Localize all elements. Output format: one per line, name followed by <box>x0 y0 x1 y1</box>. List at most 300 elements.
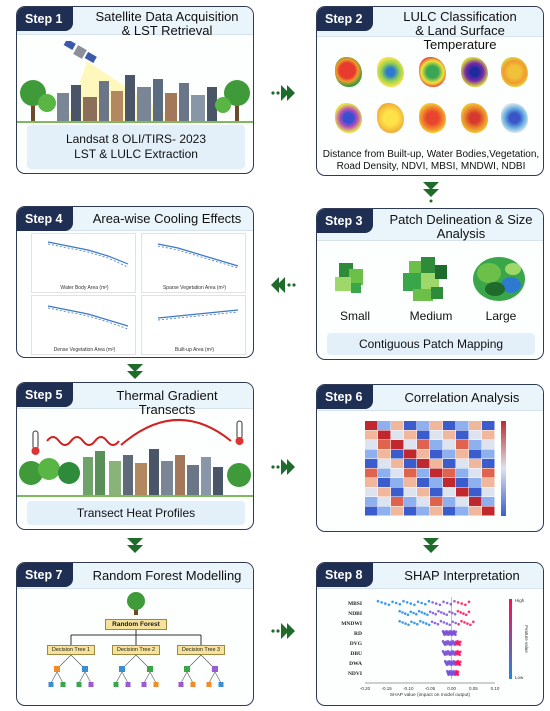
map-thumbnail <box>501 103 528 133</box>
step2-title: LULC Classification & Land Surface Temperature <box>403 9 517 52</box>
patch-illustrations <box>317 255 544 307</box>
heatmap-cell <box>417 507 430 516</box>
correlation-heatmap <box>331 413 531 529</box>
tree-leaf <box>219 682 224 687</box>
heatmap-colorbar <box>501 421 506 516</box>
shap-point <box>457 610 460 613</box>
heatmap-cell <box>378 478 391 487</box>
tree-right-icon <box>215 80 250 123</box>
heatmap-cell <box>456 450 469 459</box>
heatmap-cell <box>378 450 391 459</box>
heatmap-cell <box>391 450 404 459</box>
cooling-chart-dense-vegetation: Dense Vegetation Area (m²) <box>31 295 136 355</box>
heatmap-cell <box>391 507 404 516</box>
shap-point <box>418 610 421 613</box>
shap-point <box>457 601 460 604</box>
heatmap-cell <box>456 459 469 468</box>
heatmap-cell <box>378 469 391 478</box>
heatmap-cell <box>430 507 443 516</box>
heatmap-cell <box>404 488 417 497</box>
tree-leaf <box>114 682 119 687</box>
shap-colorbar-high-label: High <box>515 598 525 603</box>
heatmap-cell <box>404 421 417 430</box>
heatmap-cell <box>365 431 378 440</box>
step3-badge: Step 3 <box>317 209 373 233</box>
shap-point <box>428 624 431 627</box>
heatmap-cell <box>456 478 469 487</box>
heatmap-cell <box>443 421 456 430</box>
step8-panel <box>316 562 544 706</box>
heatmap-cell <box>443 507 456 516</box>
cooling-chart-built-up: Built-up Area (m²) <box>141 295 246 355</box>
step8-title: SHAP Interpretation <box>404 568 520 583</box>
heatmap-cell <box>443 497 456 506</box>
cooling-chart-water: Water Body Area (m²) <box>31 233 136 293</box>
shap-point <box>460 602 463 605</box>
shap-point <box>468 601 471 604</box>
shap-point <box>399 603 402 606</box>
heatmap-cell <box>365 459 378 468</box>
shap-point <box>434 613 437 616</box>
patch-label-medium: Medium <box>409 309 453 323</box>
heatmap-cell <box>469 469 482 478</box>
shap-point <box>412 612 415 615</box>
shap-colorbar <box>509 599 512 679</box>
heatmap-cell <box>456 507 469 516</box>
heatmap-cell <box>469 478 482 487</box>
shap-summary-plot <box>323 591 533 703</box>
heatmap-cell <box>404 440 417 449</box>
heatmap-cell <box>430 459 443 468</box>
shap-point <box>469 624 472 627</box>
patch-label-small: Small <box>339 309 370 323</box>
heatmap-cell <box>443 440 456 449</box>
heatmap-cell <box>391 440 404 449</box>
shap-point <box>423 612 426 615</box>
shap-point <box>435 602 438 605</box>
step7-title: Random Forest Modelling <box>92 568 242 583</box>
heatmap-cell <box>417 440 430 449</box>
shap-point <box>458 654 461 657</box>
shap-point <box>443 621 446 624</box>
heatmap-cell <box>365 497 378 506</box>
heatmap-cell <box>469 450 482 459</box>
shap-point <box>451 621 454 624</box>
shap-point <box>455 631 458 634</box>
transect-illustration <box>17 411 254 497</box>
shap-point <box>446 602 449 605</box>
shap-point <box>440 611 443 614</box>
arrow-step6-to-step8 <box>422 536 440 558</box>
shap-x-axis-label: SHAP value (impact on model output) <box>389 693 471 698</box>
shap-point <box>420 602 423 605</box>
shap-point <box>410 621 413 624</box>
shap-feature-label: NDVI <box>347 671 362 677</box>
heatmap-cell <box>365 507 378 516</box>
tree-node <box>119 666 125 672</box>
heatmap-cell <box>430 421 443 430</box>
step8-badge: Step 8 <box>317 563 373 587</box>
shap-tick-label: -0.05 <box>424 686 436 691</box>
shap-point <box>398 620 401 623</box>
step4-panel <box>16 206 254 358</box>
tree-node <box>184 666 190 672</box>
step1-panel <box>16 6 254 174</box>
step7-badge: Step 7 <box>17 563 73 587</box>
heatmap-cell <box>404 469 417 478</box>
arrow-step2-to-step3 <box>422 180 440 204</box>
heatmap-cell <box>417 469 430 478</box>
shap-point <box>401 611 404 614</box>
shap-point <box>404 612 407 615</box>
shap-colorbar-title: Feature value <box>524 625 529 653</box>
shap-point <box>391 601 394 604</box>
shap-point <box>398 610 401 613</box>
heatmap-cell <box>482 478 495 487</box>
heatmap-cell <box>482 497 495 506</box>
heatmap-cell <box>391 431 404 440</box>
heatmap-cell <box>417 421 430 430</box>
heatmap-cell <box>456 431 469 440</box>
heatmap-cell <box>378 421 391 430</box>
step4-badge: Step 4 <box>17 207 73 231</box>
shap-point <box>466 622 469 625</box>
step1-badge: Step 1 <box>17 7 73 31</box>
shap-point <box>465 614 468 617</box>
heatmap-cell <box>404 450 417 459</box>
shap-point <box>377 600 380 603</box>
heatmap-cell <box>469 431 482 440</box>
shap-point <box>425 622 428 625</box>
shap-point <box>429 611 432 614</box>
heatmap-cell <box>482 488 495 497</box>
heatmap-cell <box>378 431 391 440</box>
heatmap-cell <box>482 431 495 440</box>
heatmap-cell <box>391 497 404 506</box>
shap-point <box>388 604 391 607</box>
shap-tick-label: 0.10 <box>490 686 500 691</box>
shap-point <box>422 621 425 624</box>
heatmap-cell <box>456 497 469 506</box>
shap-point <box>424 603 427 606</box>
shap-point <box>413 622 416 625</box>
heatmap-cell <box>365 488 378 497</box>
shap-point <box>462 612 465 615</box>
shap-point <box>426 614 429 617</box>
step6-title: Correlation Analysis <box>404 390 520 405</box>
shap-point <box>440 620 443 623</box>
heatmap-cell <box>469 488 482 497</box>
shap-point <box>409 602 412 605</box>
step5-title: Thermal Gradient Transects <box>116 388 218 417</box>
heatmap-cell <box>417 431 430 440</box>
tree-leaf <box>49 682 54 687</box>
thermometer-hot-icon <box>236 421 244 445</box>
step2-description: Distance from Built-up, Water Bodies,Vegetation, Road Density, NDVI, MBSI, MNDWI, NDBI <box>322 149 540 172</box>
shap-point <box>401 621 404 624</box>
tree-leaf <box>126 682 131 687</box>
heatmap-cell <box>430 488 443 497</box>
shap-point <box>454 613 457 616</box>
step5-badge: Step 5 <box>17 383 73 407</box>
tree-leaf <box>77 682 82 687</box>
heatmap-cell <box>456 469 469 478</box>
shap-point <box>451 612 454 615</box>
heatmap-cell <box>417 478 430 487</box>
map-thumbnail <box>501 57 528 87</box>
shap-point <box>457 623 460 626</box>
shap-feature-label: MBSI <box>347 601 362 607</box>
step6-panel <box>316 384 544 532</box>
heatmap-cell <box>430 497 443 506</box>
tree-leaf <box>89 682 94 687</box>
shap-feature-label: MNDWI <box>341 621 362 627</box>
step4-title: Area-wise Cooling Effects <box>92 211 242 226</box>
shap-point <box>446 614 449 617</box>
step3-mapping-box: Contiguous Patch Mapping <box>327 333 535 355</box>
heatmap-cell <box>378 459 391 468</box>
arrow-step1-to-step2 <box>270 84 298 102</box>
map-thumbnail <box>377 57 404 87</box>
heatmap-cell <box>456 421 469 430</box>
step7-panel <box>16 562 254 706</box>
heatmap-cell <box>378 497 391 506</box>
heatmap-cell <box>417 450 430 459</box>
patch-label-large: Large <box>485 309 517 323</box>
shap-point <box>459 661 462 664</box>
shap-tick-label: 0.00 <box>447 686 457 691</box>
heatmap-cell <box>443 478 456 487</box>
tree-leaf <box>207 682 212 687</box>
heatmap-cell <box>365 440 378 449</box>
shap-tick-label: -0.10 <box>403 686 414 691</box>
tree-nodes <box>49 655 224 687</box>
shap-point <box>402 600 405 603</box>
shap-point <box>416 623 419 626</box>
map-thumbnail <box>377 103 404 133</box>
heatmap-cell <box>456 488 469 497</box>
heatmap-cell <box>404 507 417 516</box>
heatmap-cell <box>430 440 443 449</box>
heatmap-cell <box>443 459 456 468</box>
tree-left-icon <box>20 80 56 123</box>
decision-tree-label-1: Decision Tree 1 <box>47 645 95 655</box>
shap-tick-label: -0.20 <box>359 686 371 691</box>
arrow-step3-to-step4 <box>268 276 296 294</box>
heatmap-cell <box>365 421 378 430</box>
heatmap-cell <box>365 469 378 478</box>
shap-feature-label: DBU <box>350 651 362 657</box>
heatmap-cell <box>482 459 495 468</box>
heatmap-cell <box>404 459 417 468</box>
arrow-step5-to-step7 <box>126 536 144 558</box>
shap-point <box>450 603 453 606</box>
shap-point <box>442 601 445 604</box>
heatmap-cell <box>404 497 417 506</box>
shap-tick-label: 0.05 <box>468 686 478 691</box>
map-thumbnail <box>461 103 488 133</box>
shap-point <box>437 623 440 626</box>
shap-point <box>463 621 466 624</box>
random-forest-root-label: Random Forest <box>105 619 167 630</box>
heatmap-cell <box>391 459 404 468</box>
shap-point <box>458 664 461 667</box>
shap-feature-label: DWA <box>349 661 362 667</box>
shap-point <box>407 624 410 627</box>
shap-point <box>409 611 412 614</box>
tree-node <box>147 666 153 672</box>
heatmap-cell <box>456 440 469 449</box>
heatmap-cell <box>417 497 430 506</box>
shap-point <box>395 602 398 605</box>
heatmap-cell <box>482 421 495 430</box>
large-patch-icon <box>473 257 525 301</box>
heatmap-cell <box>430 478 443 487</box>
shap-point <box>434 622 437 625</box>
shap-colorbar-low-label: Low <box>515 675 524 680</box>
tree-leaf <box>179 682 184 687</box>
heatmap-cell <box>365 450 378 459</box>
city-vegetation-skyline <box>19 449 251 495</box>
map-thumbnail <box>461 57 488 87</box>
shap-point <box>459 641 462 644</box>
heatmap-cell <box>469 440 482 449</box>
map-thumbnail <box>335 57 362 87</box>
arrow-step4-to-step5 <box>126 362 144 384</box>
heatmap-cell <box>391 478 404 487</box>
shap-point <box>448 624 451 627</box>
heatmap-cell <box>443 431 456 440</box>
heatmap-cell <box>482 440 495 449</box>
shap-point <box>421 611 424 614</box>
small-patch-icon <box>335 263 363 293</box>
heatmap-cell <box>443 488 456 497</box>
heatmap-cell <box>404 431 417 440</box>
medium-patch-icon <box>403 257 447 301</box>
heatmap-cell <box>391 421 404 430</box>
shap-point <box>472 621 475 624</box>
heatmap-cell <box>469 421 482 430</box>
thermometer-cold-icon <box>32 431 40 455</box>
heatmap-cell <box>378 507 391 516</box>
shap-point <box>454 622 457 625</box>
heatmap-cell <box>469 459 482 468</box>
shap-point <box>407 614 410 617</box>
shap-point <box>439 604 442 607</box>
shap-point <box>431 601 434 604</box>
step3-panel <box>316 208 544 360</box>
heatmap-cell <box>430 450 443 459</box>
shap-point <box>384 602 387 605</box>
shap-feature-label: DVG <box>349 641 362 647</box>
heatmap-cell <box>391 488 404 497</box>
shap-point <box>415 613 418 616</box>
heatmap-cell <box>482 450 495 459</box>
shap-point <box>443 612 446 615</box>
heatmap-cell <box>482 507 495 516</box>
shap-point <box>432 612 435 615</box>
lulc-map-thumbnails <box>325 53 537 147</box>
shap-feature-label: RD <box>354 631 362 637</box>
heatmap-cell <box>469 497 482 506</box>
tree-node <box>212 666 218 672</box>
step5-profiles-box: Transect Heat Profiles <box>27 501 245 525</box>
heatmap-cell <box>404 478 417 487</box>
shap-point <box>417 601 420 604</box>
decision-tree-label-3: Decision Tree 3 <box>177 645 225 655</box>
shap-point <box>458 644 461 647</box>
shap-point <box>459 651 462 654</box>
tree-leaf <box>191 682 196 687</box>
tree-leaf <box>142 682 147 687</box>
step5-panel <box>16 382 254 530</box>
heatmap-cell <box>469 507 482 516</box>
tree-node <box>82 666 88 672</box>
shap-feature-label: NDBI <box>348 611 362 617</box>
heatmap-cell <box>391 469 404 478</box>
tree-leaf <box>61 682 66 687</box>
shap-point <box>453 600 456 603</box>
heatmap-cell <box>417 459 430 468</box>
shap-point <box>454 634 457 637</box>
shap-point <box>457 671 460 674</box>
shap-point <box>459 611 462 614</box>
shap-point <box>404 622 407 625</box>
shap-point <box>431 621 434 624</box>
shap-point <box>419 620 422 623</box>
step3-title: Patch Delineation & Size Analysis <box>389 212 533 241</box>
step1-title: Satellite Data Acquisition & LST Retrieval <box>95 9 239 38</box>
shap-point <box>437 610 440 613</box>
cooling-chart-sparse-vegetation: Sparse Vegetation Area (m²) <box>141 233 246 293</box>
heatmap-cell <box>378 440 391 449</box>
step6-badge: Step 6 <box>317 385 373 409</box>
step2-badge: Step 2 <box>317 7 373 31</box>
shap-point <box>468 611 471 614</box>
map-thumbnail <box>335 103 362 133</box>
shap-point <box>406 601 409 604</box>
shap-point <box>448 611 451 614</box>
heatmap-cell <box>482 469 495 478</box>
map-thumbnail <box>419 103 446 133</box>
forest-tree-icon <box>127 592 145 615</box>
heatmap-cell <box>430 431 443 440</box>
tree-leaf <box>154 682 159 687</box>
heatmap-cell <box>443 450 456 459</box>
shap-point <box>460 620 463 623</box>
heatmap-cell <box>365 478 378 487</box>
arrow-step7-to-step8 <box>270 622 298 640</box>
heatmap-cell <box>417 488 430 497</box>
shap-point <box>464 604 467 607</box>
heatmap-cell <box>430 469 443 478</box>
heatmap-cell <box>443 469 456 478</box>
shap-point <box>446 622 449 625</box>
step2-panel <box>316 6 544 176</box>
tree-node <box>54 666 60 672</box>
shap-point <box>380 601 383 604</box>
arrow-step5-to-step6 <box>270 458 298 476</box>
step1-data-box: Landsat 8 OLI/TIRS- 2023 LST & LULC Extraction <box>27 125 245 169</box>
map-thumbnail <box>419 57 446 87</box>
satellite-city-illustration <box>17 41 254 123</box>
shap-point <box>413 604 416 607</box>
shap-point <box>428 600 431 603</box>
shap-point <box>456 674 459 677</box>
heatmap-cell <box>378 488 391 497</box>
shap-tick-label: -0.15 <box>381 686 392 691</box>
satellite-icon <box>64 41 97 63</box>
